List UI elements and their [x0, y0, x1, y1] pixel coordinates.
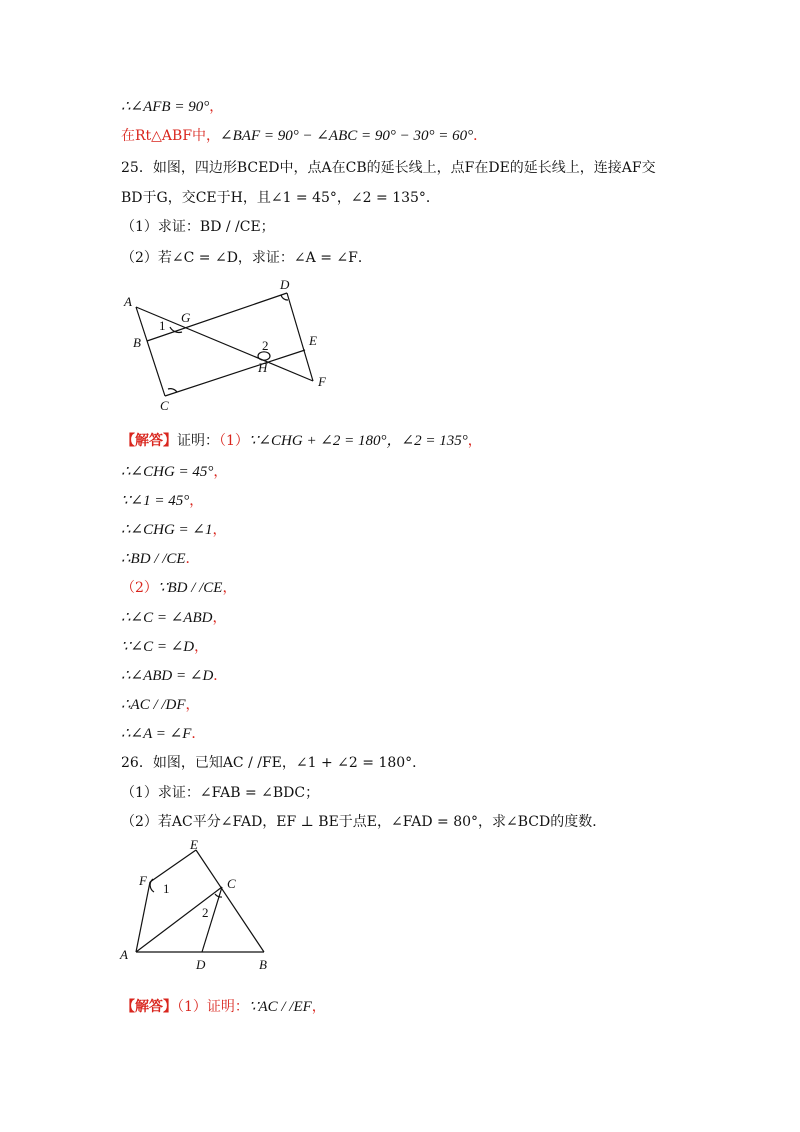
punct: ，: [194, 639, 209, 655]
math-expr: ∴∠ABD = ∠D: [121, 668, 214, 684]
label-C: C: [160, 398, 169, 413]
label-D: D: [280, 277, 290, 292]
math-expr: ∴∠A = ∠F: [121, 726, 192, 742]
text-span: 证明：: [177, 433, 219, 449]
answer-25-line9: [121, 666, 227, 686]
text-line: [121, 126, 487, 146]
math-expr: ∴BD / /CE: [121, 551, 186, 567]
figure-25: [118, 275, 338, 415]
question-25: 25．如图，四边形BCED中，点A在CB的延长线上，点F在DE的延长线上，连接AF交: [121, 160, 656, 176]
text-span: 在Rt△ABF中，: [121, 128, 221, 144]
punct: ，: [213, 464, 228, 480]
figure-26: [118, 835, 278, 975]
label-F: F: [318, 374, 326, 389]
question-25-cont: BD于G，交CE于H，且∠1 = 45°，∠2 = 135°．: [121, 190, 440, 206]
answer-tag: 【解答】: [121, 999, 177, 1015]
label-G: G: [181, 310, 191, 325]
question-25-part1: （1）求证：BD / /CE；: [121, 219, 275, 235]
part-label: （1）证明：: [177, 999, 249, 1015]
label-angle-2: 2: [202, 905, 209, 920]
punct: ，: [212, 522, 227, 538]
answer-tag: 【解答】: [121, 433, 177, 449]
punct: ，: [189, 493, 204, 509]
text-line: [121, 97, 223, 117]
math-expr: ∴∠CHG = ∠1: [121, 522, 213, 538]
math-expr: ∴∠AFB = 90°: [121, 99, 210, 115]
math-expr: ∴∠C = ∠ABD: [121, 610, 213, 626]
label-B: B: [133, 335, 141, 350]
answer-25-line8: [121, 637, 208, 657]
math-expr: ∵∠C = ∠D: [121, 639, 195, 655]
math-expr: ∵∠1 = 45°: [121, 493, 190, 509]
question-26: 26．如图，已知AC / /FE，∠1 + ∠2 = 180°．: [121, 755, 427, 771]
label-angle-1: 1: [159, 318, 166, 333]
question-26-part2: （2）若AC平分∠FAD，EF ⊥ BE于点E，∠FAD = 80°，求∠BCD的度数．: [121, 814, 607, 830]
label-F: F: [139, 873, 147, 888]
answer-25-line3: [121, 491, 203, 511]
answer-25-line11: [121, 724, 205, 744]
math-expr: ∵∠CHG + ∠2 = 180°，∠2 = 135°: [248, 433, 468, 449]
part-label: （1）: [219, 433, 249, 449]
answer-25-line7: [121, 608, 226, 628]
punct: ．: [191, 726, 206, 742]
punct: ，: [209, 99, 224, 115]
math-expr: ∵BD / /CE: [157, 580, 223, 596]
answer-25-line1: [121, 431, 482, 451]
punct: ．: [185, 551, 200, 567]
answer-25-line6: [121, 578, 236, 598]
punct: ，: [185, 697, 200, 713]
question-25-part2: （2）若∠C = ∠D，求证：∠A = ∠F．: [121, 250, 372, 266]
answer-26-line1: [121, 997, 326, 1017]
punct: ，: [222, 580, 237, 596]
punct: ，: [467, 433, 482, 449]
label-angle-2: 2: [262, 338, 269, 353]
answer-25-line4: [121, 520, 226, 540]
math-expr: ∵AC / /EF: [248, 999, 312, 1015]
label-C: C: [227, 876, 236, 891]
label-D: D: [196, 957, 206, 972]
punct: ，: [212, 610, 227, 626]
answer-25-line5: [121, 549, 200, 569]
label-B: B: [259, 957, 267, 972]
punct: ．: [213, 668, 228, 684]
label-E: E: [309, 333, 317, 348]
label-A: A: [120, 947, 128, 962]
label-E: E: [190, 837, 198, 852]
punct: ，: [311, 999, 326, 1015]
label-A: A: [124, 294, 132, 309]
answer-25-line2: [121, 462, 227, 482]
label-H: H: [258, 360, 268, 375]
math-expr: ∴∠CHG = 45°: [121, 464, 214, 480]
part-label: （2）: [121, 580, 158, 596]
math-expr: ∠BAF = 90° − ∠ABC = 90° − 30° = 60°: [220, 128, 474, 144]
answer-25-line10: [121, 695, 200, 715]
label-angle-1: 1: [163, 881, 170, 896]
punct: ．: [473, 128, 488, 144]
question-26-part1: （1）求证：∠FAB = ∠BDC；: [121, 785, 320, 801]
math-expr: ∴AC / /DF: [121, 697, 186, 713]
